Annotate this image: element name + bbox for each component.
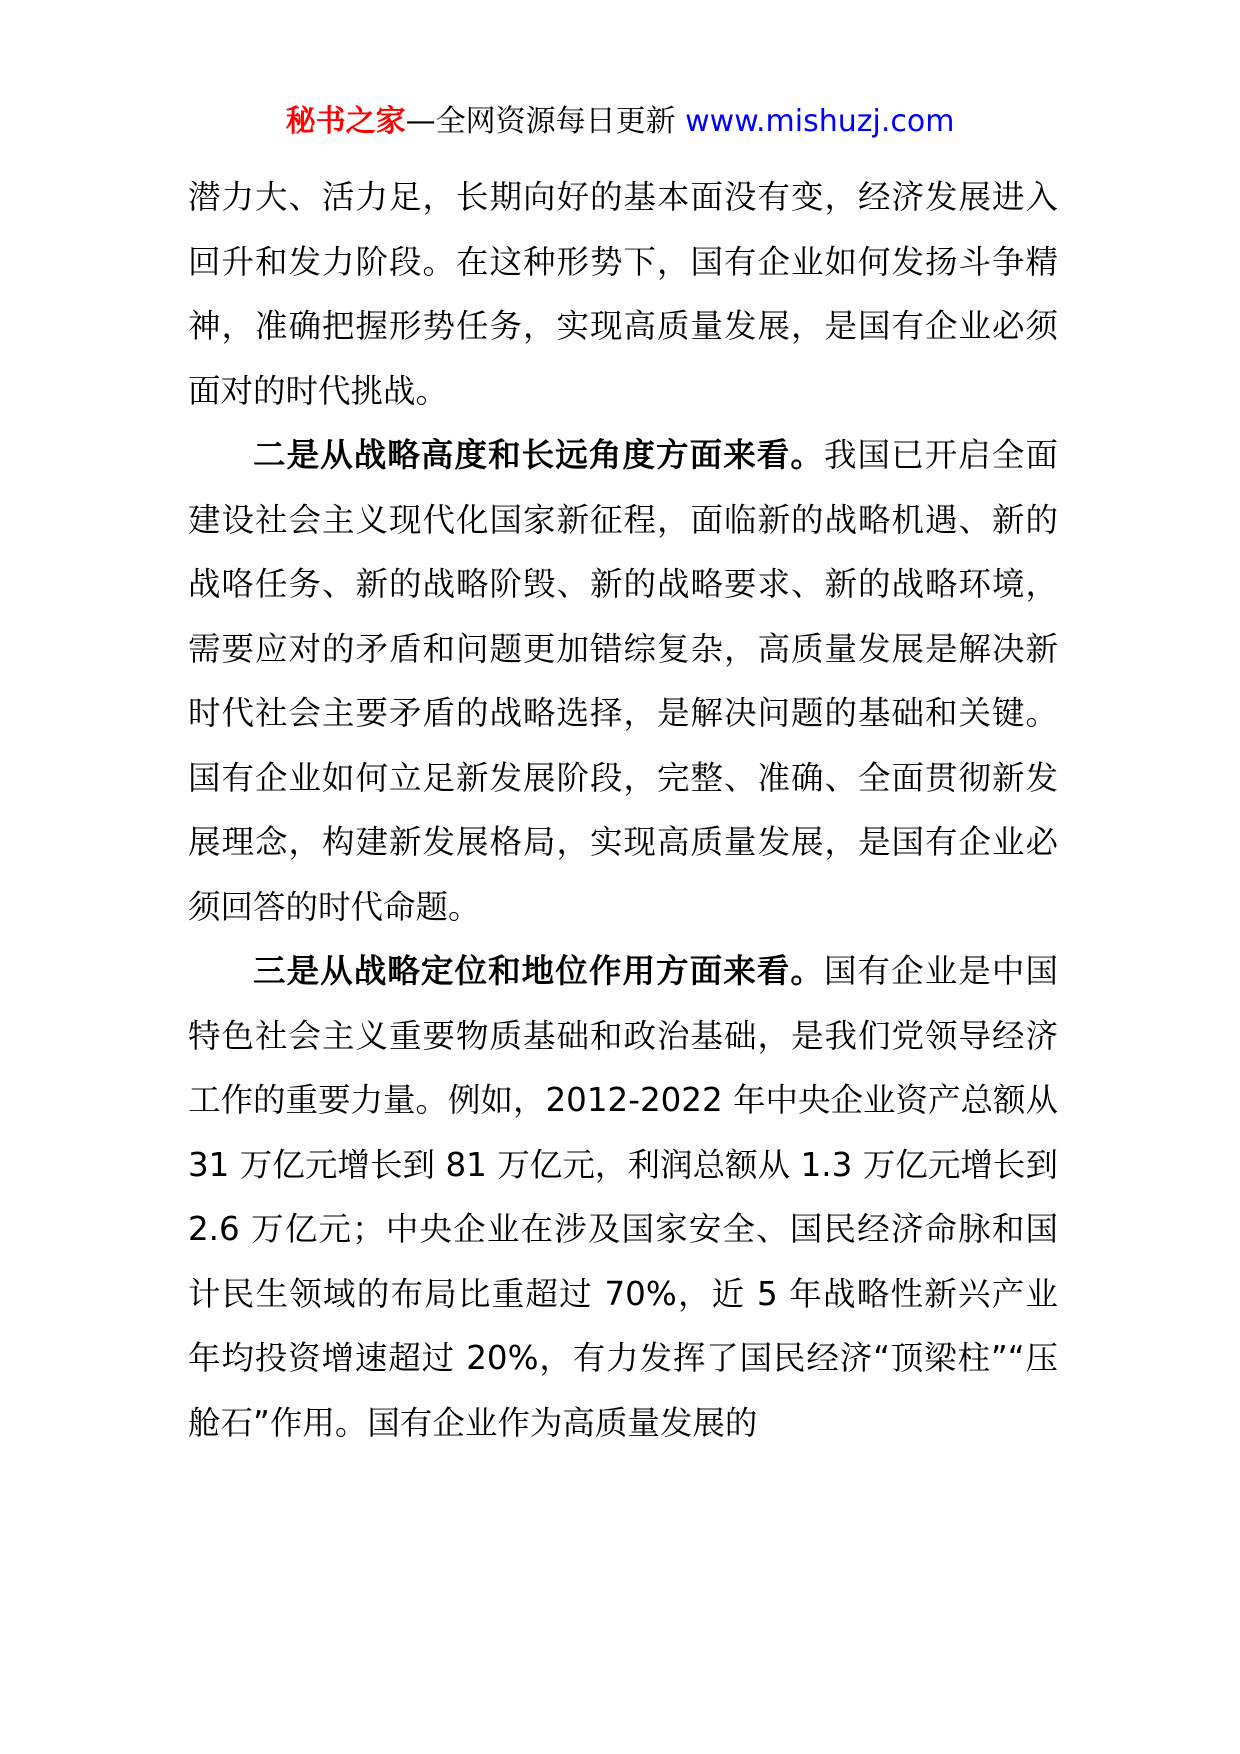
site-brand: 秘书之家 <box>285 104 406 139</box>
paragraph-strategic-height <box>188 423 1058 939</box>
paragraph-lead: 三是从战略定位和地位作用方面来看。 <box>253 952 824 990</box>
paragraph-strategic-position <box>188 939 1058 1455</box>
document-body <box>188 165 1058 1455</box>
paragraph-continued <box>188 165 1058 423</box>
paragraph-lead: 二是从战略高度和长远角度方面来看。 <box>253 436 824 474</box>
paragraph-text: 我国已开启全面建设社会主义现代化国家新征程，面临新的战略机遇、新的战咯任务、新的战略阶毁、新的战略要求、新的战略环境，需要应对的矛盾和问题更加错综复杂，高质量发展是解决新时代社会主要矛盾的战略选择，是解决问题的基础和关键。国有企业如何立足新发展阶段，完整、准确、全面贯彻新发展理念，构建新发展格局，实现高质量发展，是国有企业必须回答的时代命题。 <box>188 436 1058 926</box>
paragraph-text: 潜力大、活力足，长期向好的基本面没有变，经济发展进入回升和发力阶段。在这种形势下，国有企业如何发扬斗争精神，准确把握形势任务，实现高质量发展，是国有企业必须面对的时代挑战。 <box>188 178 1058 410</box>
site-header <box>0 100 1240 144</box>
site-url-link[interactable]: www.mishuzj.com <box>685 104 955 139</box>
site-tagline: —全网资源每日更新 <box>405 104 676 139</box>
paragraph-text: 国有企业是中国特色社会主义重要物质基础和政治基础，是我们党领导经济工作的重要力量。例如，2012-2022 年中央企业资产总额从 31 万亿元增长到 81 万亿元，利润总额从 1.3 万亿元增长到 2.6 万亿元；中央企业在涉及国家安全、国民经济命脉和国计民生领域的布局比重超过 70%，近 5 年战略性新兴产业年均投资增速超过 20%，有力发挥了国民经济“顶梁柱”“压舱石”作用。国有企业作为高质量发展的 <box>188 952 1058 1442</box>
